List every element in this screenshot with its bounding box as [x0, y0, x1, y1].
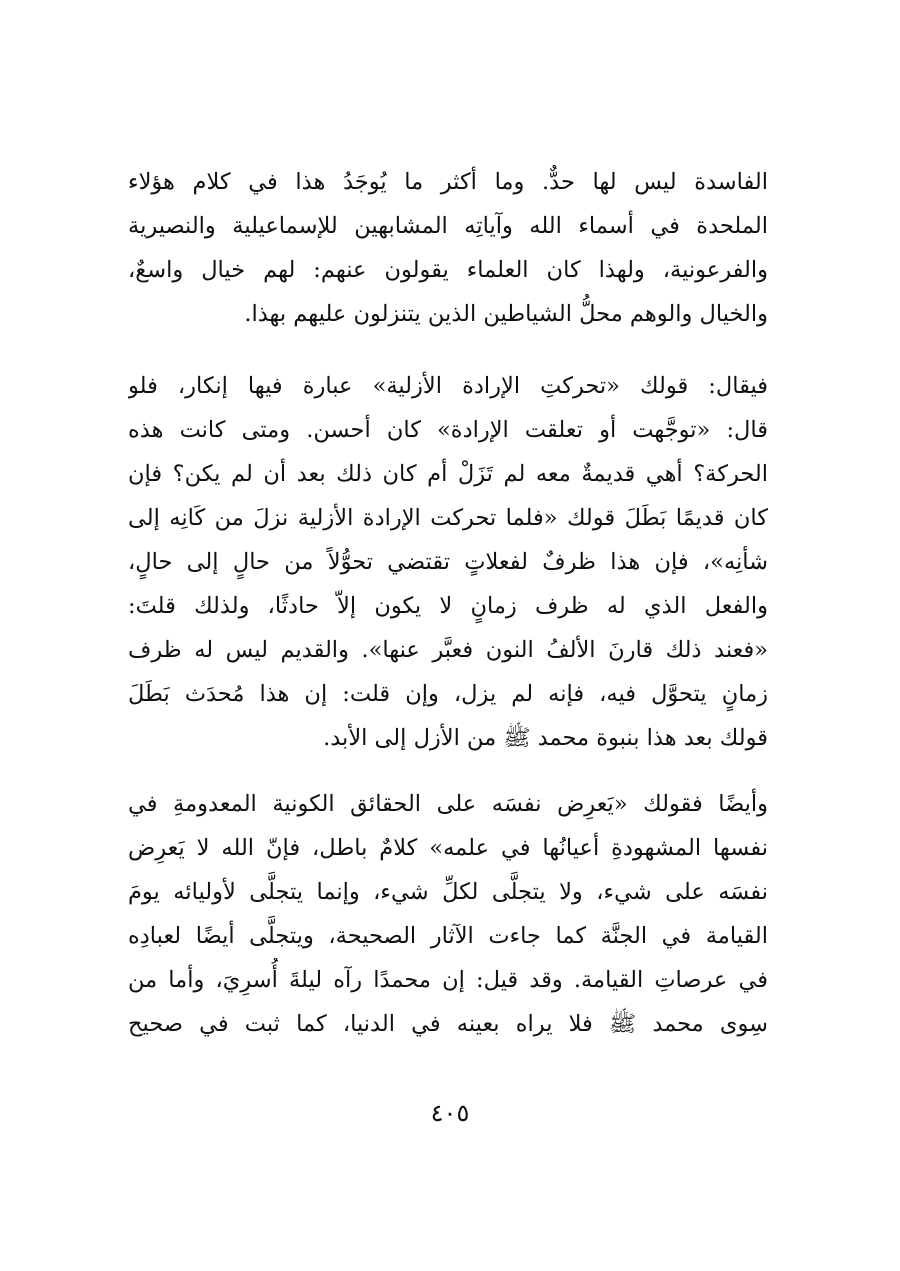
text-line: القيامة في الجنَّة كما جاءت الآثار الصحيحة، ويتجلَّى أيضًا لعبادِه: [128, 923, 768, 949]
text-line: والخيال والوهم محلُّ الشياطين الذين يتنزلون عليهم بهذا.: [244, 301, 768, 327]
text-line: نفسها المشهودةِ أعيانُها في علمه» كلامٌ باطل، فإنّ الله لا يَعرِض: [128, 835, 768, 861]
text-line: قولك بعد هذا بنبوة محمد ﷺ من الأزل إلى الأبد.: [323, 725, 768, 751]
text-line: الفاسدة ليس لها حدٌّ. وما أكثر ما يُوجَدُ هذا في كلام هؤلاء: [128, 169, 768, 195]
text-line: والفرعونية، ولهذا كان العلماء يقولون عنهم: لهم خيال واسعٌ،: [128, 257, 768, 283]
text-line: في عرصاتِ القيامة. وقد قيل: إن محمدًا رآه ليلةَ أُسرِيَ، وأما من: [128, 967, 768, 993]
text-line: قال: «توجَّهت أو تعلقت الإرادة» كان أحسن. ومتى كانت هذه: [128, 417, 768, 443]
text-line: زمانٍ يتحوَّل فيه، فإنه لم يزل، وإن قلت: إن هذا مُحدَث بَطَلَ: [128, 681, 768, 707]
text-line: والفعل الذي له ظرف زمانٍ لا يكون إلاّ حادثًا، ولذلك قلتَ:: [128, 593, 768, 619]
text-line: «فعند ذلك قارنَ الألفُ النون فعبَّر عنها». والقديم ليس له ظرف: [128, 637, 768, 663]
text-line: نفسَه على شيء، ولا يتجلَّى لكلِّ شيء، وإنما يتجلَّى لأوليائه يومَ: [128, 879, 768, 905]
text-line: الحركة؟ أهي قديمةٌ معه لم تَزَلْ أم كان ذلك بعد أن لم يكن؟ فإن: [128, 461, 768, 487]
paragraph-1: [128, 160, 768, 336]
paragraph-3: [128, 782, 768, 1046]
text-line: سِوى محمد ﷺ فلا يراه بعينه في الدنيا، كما ثبت في صحيح: [128, 1011, 768, 1037]
text-line: كان قديمًا بَطَلَ قولك «فلما تحركت الإرادة الأزلية نزلَ من كَانِه إلى: [128, 505, 768, 531]
text-line: شأنِه»، فإن هذا ظرفٌ لفعلاتٍ تقتضي تحوُّلاً من حالٍ إلى حالٍ،: [128, 549, 768, 575]
text-line: فيقال: قولك «تحركتِ الإرادة الأزلية» عبارة فيها إنكار، فلو: [128, 373, 768, 399]
page-number: ٤٠٥: [430, 1099, 470, 1127]
text-line: الملحدة في أسماء الله وآياتِه المشابهين للإسماعيلية والنصيرية: [128, 213, 768, 239]
text-line: وأيضًا فقولك «يَعرِض نفسَه على الحقائق الكونية المعدومةِ في: [128, 791, 768, 817]
paragraph-2: [128, 364, 768, 760]
